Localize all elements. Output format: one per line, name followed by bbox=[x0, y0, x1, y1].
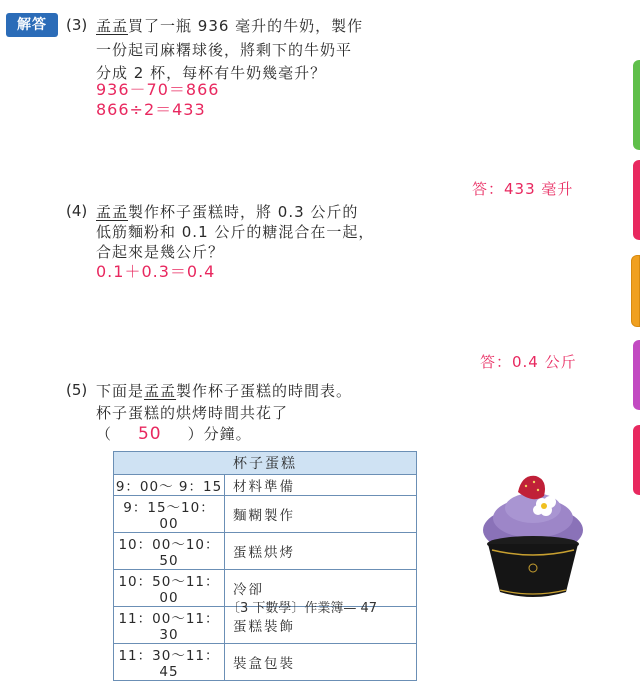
activity-cell: 麵糊製作 bbox=[225, 496, 417, 533]
q5-line3 bbox=[96, 423, 252, 444]
q5-text1a: 下面是 bbox=[96, 382, 145, 400]
table-row bbox=[114, 644, 417, 681]
time-cell: 9：00～ 9：15 bbox=[114, 475, 225, 496]
q4-line2: 低筋麵粉和 0.1 公斤的糖混合在一起， bbox=[96, 223, 375, 241]
q4-number: (4) bbox=[66, 202, 88, 220]
time-cell: 11：00～11：30 bbox=[114, 607, 225, 644]
schedule-table bbox=[113, 451, 417, 681]
activity-cell: 裝盒包裝 bbox=[225, 644, 417, 681]
q4-line3: 合起來是幾公斤？ bbox=[96, 243, 225, 261]
q4-text1: 製作杯子蛋糕時，將 0.3 公斤的 bbox=[128, 203, 359, 221]
q4-equation1: 0.1＋0.3＝0.4 bbox=[96, 262, 216, 281]
q5-paren-close: ）分鐘。 bbox=[187, 425, 252, 443]
cupcake-illustration bbox=[478, 470, 588, 600]
q3-text1: 買了一瓶 936 毫升的牛奶，製作 bbox=[128, 17, 364, 35]
q5-text1c: 製作杯子蛋糕的時間表。 bbox=[176, 382, 353, 400]
table-row bbox=[114, 496, 417, 533]
q3-equation1: 936－70＝866 bbox=[96, 80, 220, 99]
q3-line2: 一份起司麻糬球後，將剩下的牛奶平 bbox=[96, 41, 353, 59]
q5-line1 bbox=[96, 380, 352, 401]
q3-answer: 答：433 毫升 bbox=[472, 180, 574, 198]
schedule-header-row bbox=[114, 452, 417, 475]
table-row bbox=[114, 475, 417, 496]
table-row bbox=[114, 533, 417, 570]
answer-badge: 解答 bbox=[6, 13, 58, 37]
q4-answer: 答：0.4 公斤 bbox=[480, 353, 577, 371]
activity-cell: 蛋糕裝飾 bbox=[225, 607, 417, 644]
q5-number: (5) bbox=[66, 381, 88, 399]
edge-tab-purple[interactable] bbox=[633, 340, 640, 410]
activity-cell: 冷卻 bbox=[225, 570, 417, 607]
edge-tab-pink[interactable] bbox=[633, 160, 640, 240]
activity-cell: 材料準備 bbox=[225, 475, 417, 496]
time-cell: 10：00～10：50 bbox=[114, 533, 225, 570]
q3-name: 孟孟 bbox=[96, 17, 129, 35]
q5-paren-open: （ bbox=[96, 425, 113, 443]
q5-blank-answer: 50 bbox=[137, 424, 162, 444]
schedule-title: 杯子蛋糕 bbox=[114, 452, 417, 475]
time-cell: 11：30～11：45 bbox=[114, 644, 225, 681]
q3-number: (3) bbox=[66, 16, 88, 34]
time-cell: 9：15～10：00 bbox=[114, 496, 225, 533]
q4-line1 bbox=[96, 201, 358, 222]
q3-line1 bbox=[96, 15, 363, 36]
page-footer: 〔3 下數學〕作業簿— 47 bbox=[227, 601, 378, 616]
time-cell: 10：50～11：00 bbox=[114, 570, 225, 607]
q5-line2: 杯子蛋糕的烘烤時間共花了 bbox=[96, 404, 289, 422]
activity-cell: 蛋糕烘烤 bbox=[225, 533, 417, 570]
edge-tab-green[interactable] bbox=[633, 60, 640, 150]
edge-tab-orange[interactable] bbox=[631, 255, 640, 327]
q3-equation2: 866÷2＝433 bbox=[96, 100, 206, 119]
q5-name: 孟孟 bbox=[144, 382, 177, 400]
edge-tab-red[interactable] bbox=[633, 425, 640, 495]
q4-name: 孟孟 bbox=[96, 203, 129, 221]
q3-line3: 分成 2 杯，每杯有牛奶幾毫升？ bbox=[96, 64, 327, 82]
